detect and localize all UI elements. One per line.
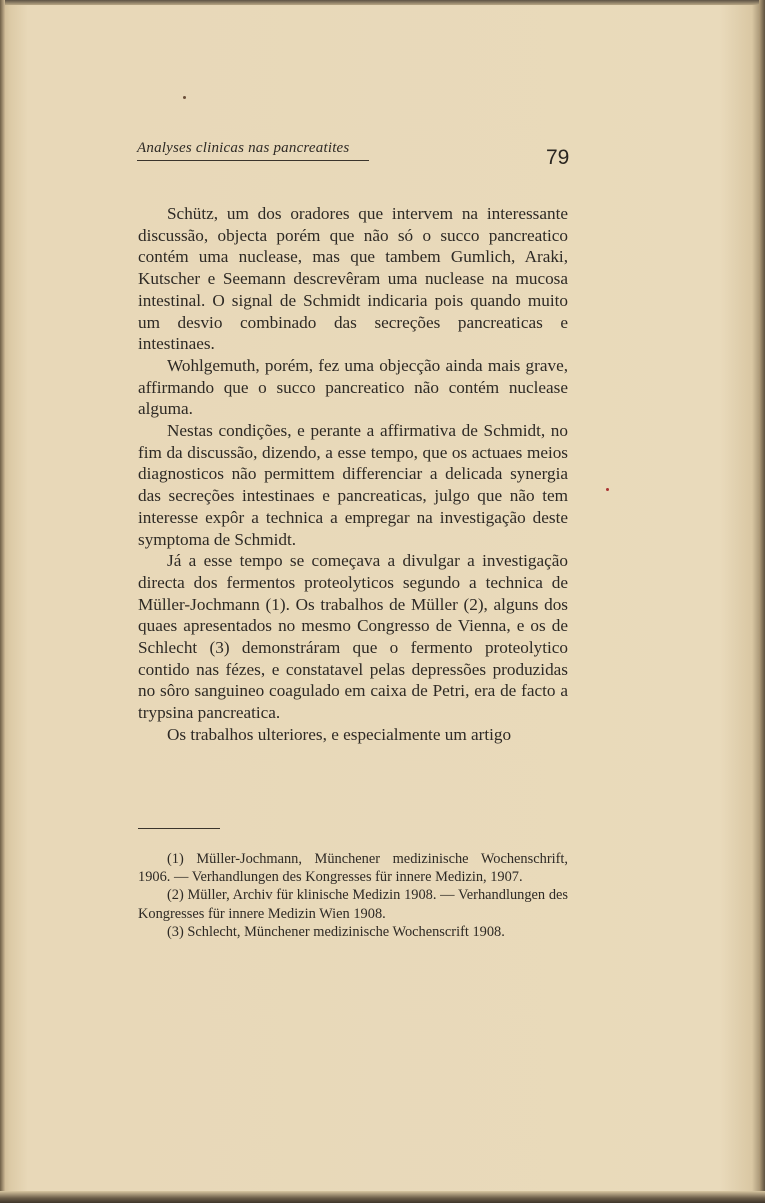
bottom-edge-shadow (0, 1191, 765, 1203)
footnote: (1) Müller-Jochmann, Münchener medizinische Wochenschrift, 1906. — Verhandlungen des Kongresses für innere Medizin, 1907. (138, 851, 568, 886)
paragraph: Nestas condições, e perante a affirmativa de Schmidt, no fim da discussão, dizendo, a esse tempo, que os actuaes meios diagnosticos não permittem differenciar a delicada synergia das secreções intestinaes e pancreaticas, julgo que não tem interesse expôr a technica a empregar na investigação deste symptoma de Schmidt. (138, 421, 568, 549)
footnotes (138, 850, 568, 941)
paragraph: Schütz, um dos oradores que intervem na interessante discussão, objecta porém que não só o succo pancreatico contém uma nuclease, mas que tambem Gumlich, Araki, Kutscher e Seemann descrevêram uma nuclease na mucosa intestinal. O signal de Schmidt indicaria pois quando muito um desvio combinado das secreções pancreaticas e intestinaes. (138, 204, 568, 354)
right-edge-shadow (759, 0, 765, 1203)
running-head: Analyses clinicas nas pancreatites (137, 140, 369, 161)
footnote: (2) Müller, Archiv für klinische Medizin 1908. — Verhandlungen des Kongresses für innere Medizin Wien 1908. (138, 887, 568, 922)
footnote: (3) Schlecht, Münchener medizinische Wochenscrift 1908. (167, 923, 505, 940)
paragraph: Já a esse tempo se começava a divulgar a investigação directa dos fermentos proteolyticos segundo a technica de Müller-Jochmann (1). Os trabalhos de Müller (2), alguns dos quaes apresentados no mesmo Congresso de Vienna, e os de Schlecht (3) demonstráram que o fermento proteolytico contido nas fézes, e constatavel pelas depressões produzidas no sôro sanguineo coagulado em caixa de Petri, era de facto a trypsina pancreatica. (138, 551, 568, 723)
paper-speck (606, 488, 609, 491)
footnote-divider (138, 828, 220, 829)
body-text (138, 203, 568, 746)
paper-speck (183, 96, 186, 99)
page-number: 79 (546, 146, 570, 169)
top-edge-shadow (0, 0, 765, 5)
paragraph: Os trabalhos ulteriores, e especialmente um artigo (167, 724, 512, 744)
left-edge-shadow (0, 0, 5, 1203)
paragraph: Wohlgemuth, porém, fez uma objecção ainda mais grave, affirmando que o succo pancreatico não contém nuclease alguma. (138, 355, 568, 419)
